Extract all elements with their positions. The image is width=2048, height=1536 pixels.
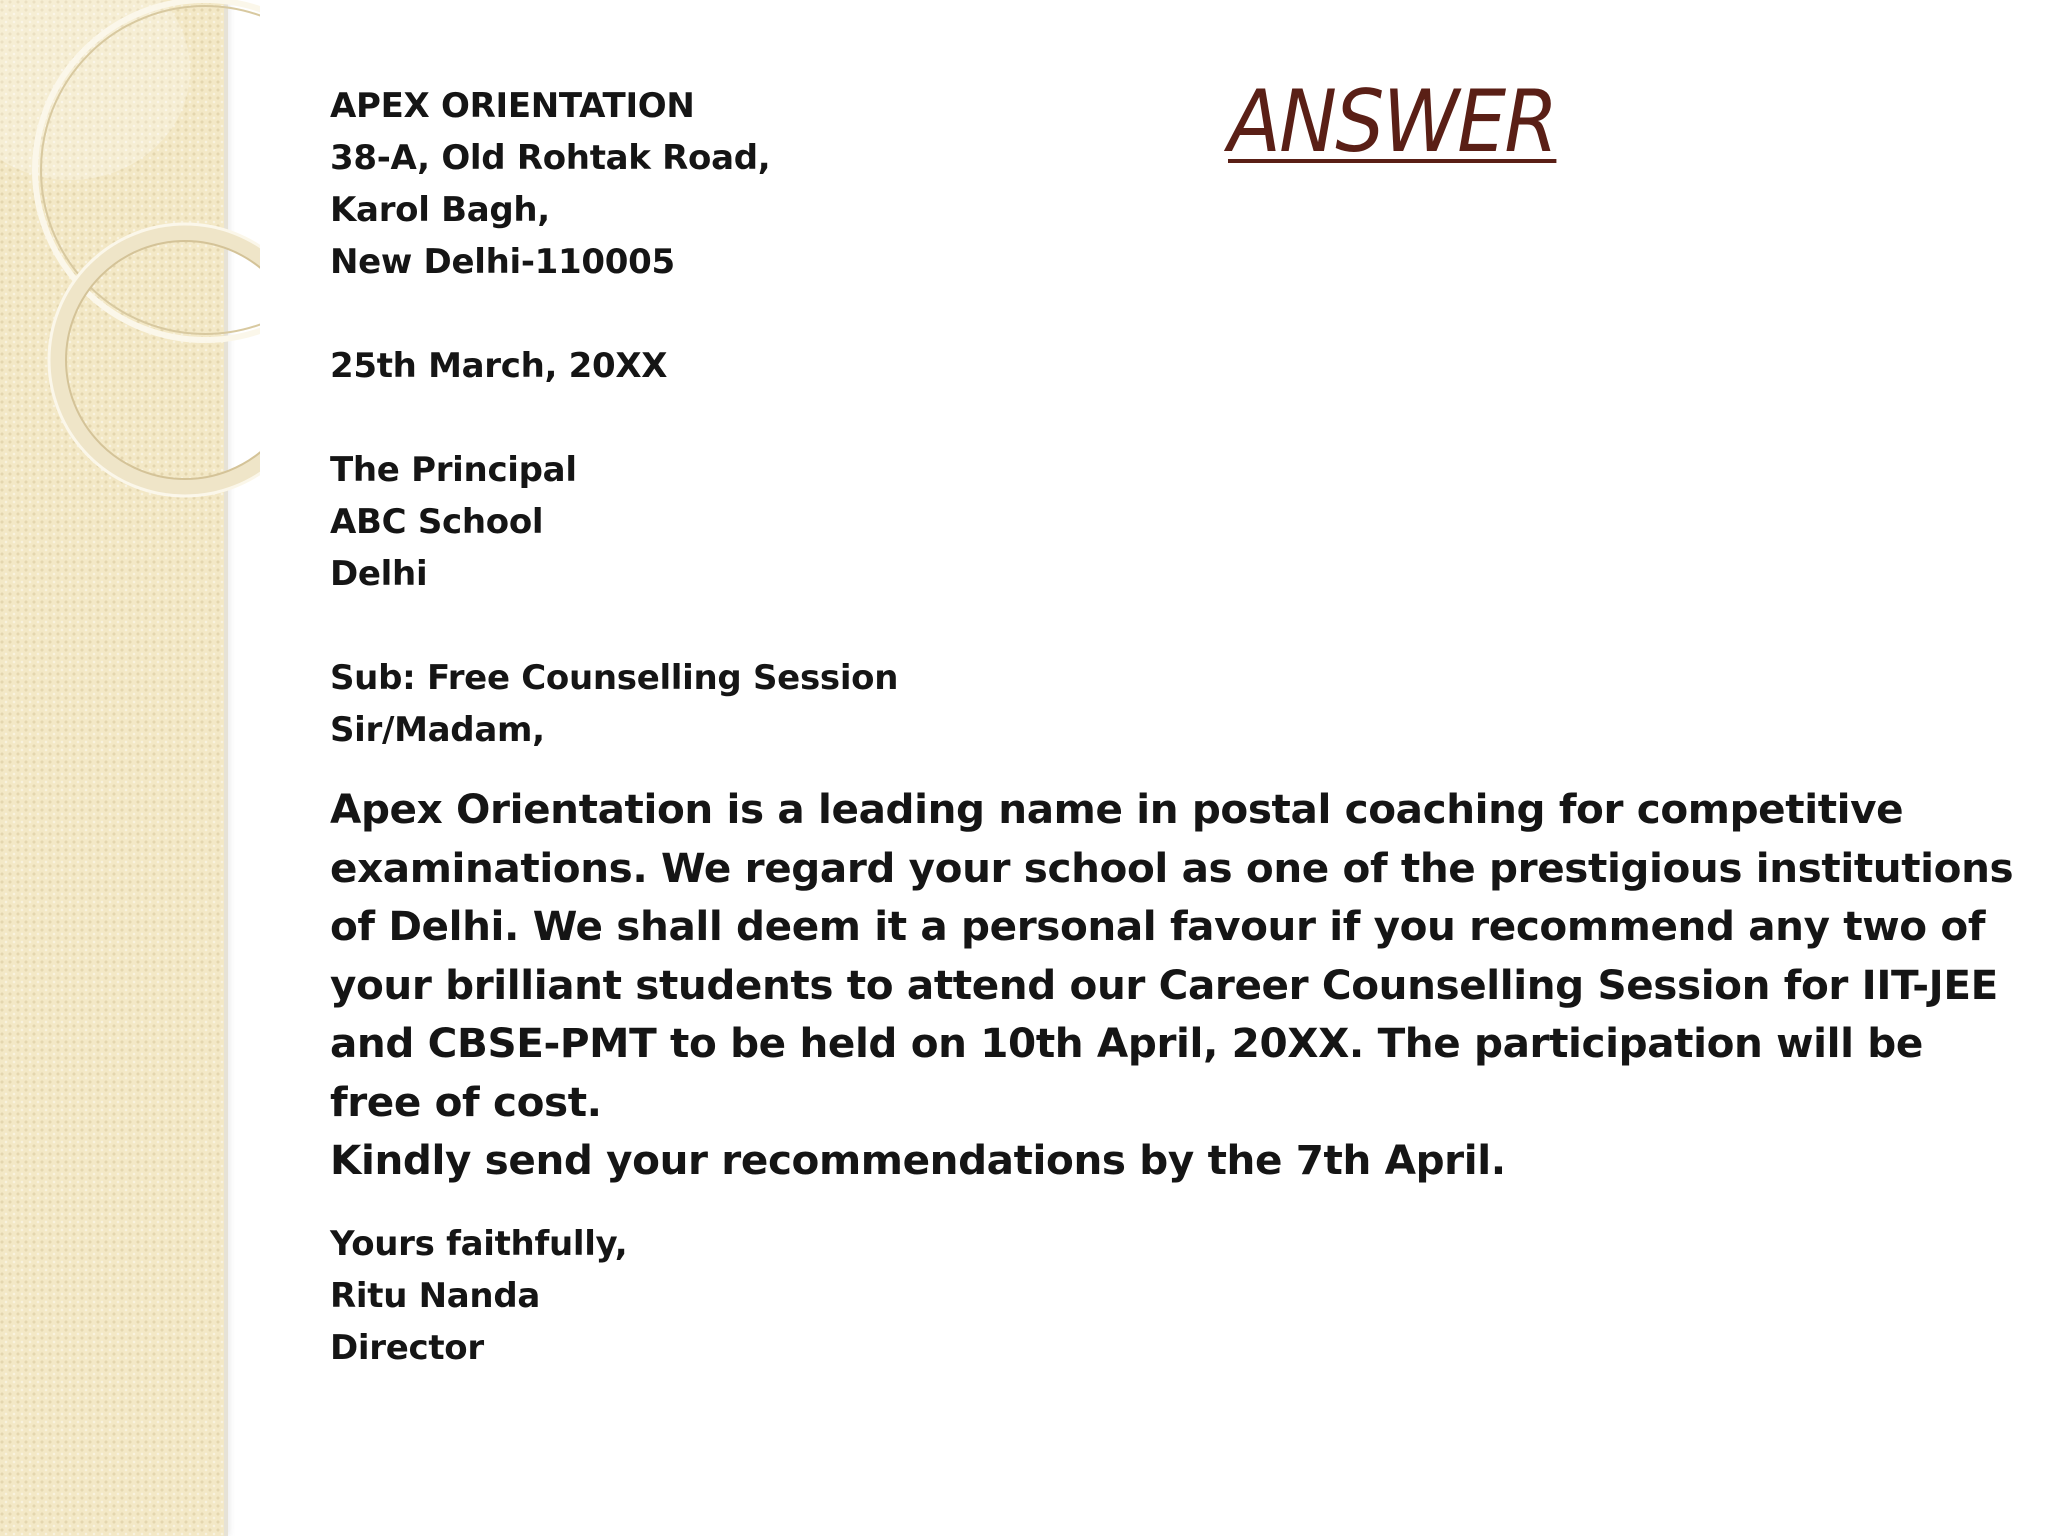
- sender-name: APEX ORIENTATION: [330, 86, 695, 126]
- body-line: examinations. We regard your school as one of the prestigious institutions: [330, 843, 2014, 892]
- sender-address: [330, 80, 1970, 288]
- letter-subject: Sub: Free Counselling Session: [330, 658, 899, 698]
- sender-address-line: New Delhi-110005: [330, 242, 675, 282]
- spacer: [330, 288, 1970, 340]
- body-line: Kindly send your recommendations by the 7th April.: [330, 1136, 1506, 1184]
- page-title: ANSWER: [1228, 72, 1557, 172]
- letter: [330, 80, 2014, 1374]
- letter-body: [330, 780, 2014, 1190]
- recipient-line: The Principal: [330, 450, 577, 490]
- signatory-title: Director: [330, 1327, 484, 1368]
- body-line: your brilliant students to attend our Career Counselling Session for IIT-JEE: [330, 960, 1998, 1009]
- signatory-name: Ritu Nanda: [330, 1275, 541, 1316]
- closing-line: Yours faithfully,: [330, 1223, 628, 1264]
- letter-closing: [330, 1218, 1970, 1374]
- recipient-line: Delhi: [330, 554, 428, 594]
- letter-salutation: Sir/Madam,: [330, 710, 545, 750]
- body-line: Apex Orientation is a leading name in postal coaching for competitive: [330, 785, 1904, 833]
- sender-address-line: Karol Bagh,: [330, 190, 550, 230]
- body-line: of Delhi. We shall deem it a personal favour if you recommend any two of: [330, 902, 1986, 950]
- body-line: free of cost.: [330, 1077, 602, 1126]
- spacer: [330, 392, 1970, 444]
- spacer: [330, 600, 1970, 652]
- decorative-rings-icon: [0, 0, 260, 520]
- recipient-address: [330, 444, 1970, 600]
- body-line: and CBSE-PMT to be held on 10th April, 20XX. The participation will be: [330, 1019, 1923, 1067]
- sender-address-line: 38-A, Old Rohtak Road,: [330, 138, 771, 178]
- letter-date: 25th March, 20XX: [330, 346, 668, 386]
- recipient-line: ABC School: [330, 502, 544, 542]
